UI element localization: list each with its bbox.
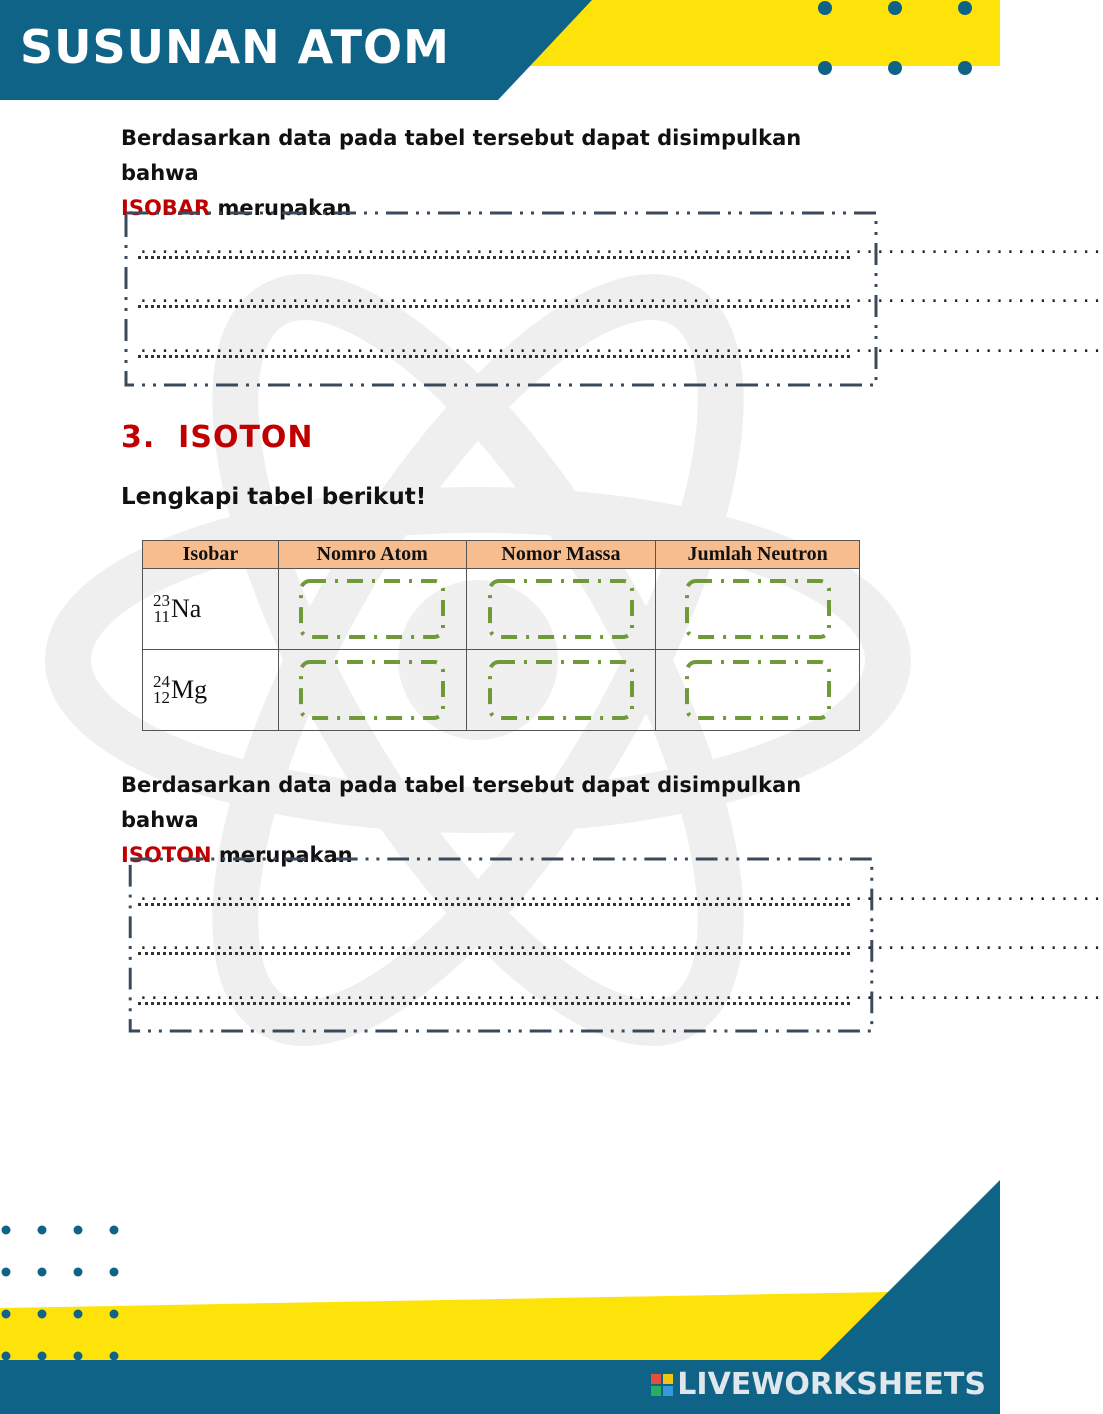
section-title: ISOTON (178, 420, 314, 455)
atomic-number-input[interactable] (309, 591, 439, 629)
isoton-answer-line[interactable]: ......................................................................................... (138, 884, 850, 910)
neutron-count-input-box[interactable] (685, 579, 831, 639)
isoton-answer-line[interactable]: ......................................................................................... (138, 983, 850, 1009)
isobar-answer-line[interactable]: ......................................................................................... (138, 336, 850, 362)
answer-cell (466, 569, 656, 650)
neutron-count-input[interactable] (695, 591, 825, 629)
mass-number-input-box[interactable] (488, 660, 634, 720)
mass-number-input-box[interactable] (488, 579, 634, 639)
table-header-row (143, 541, 860, 569)
element-symbol: Mg (171, 675, 208, 704)
atomic-number: 11 (153, 607, 170, 626)
liveworksheets-watermark (651, 1367, 986, 1402)
mass-number-input[interactable] (498, 591, 628, 629)
isoton-conclusion-prefix: Berdasarkan data pada tabel tersebut dapat disimpulkan bahwa (121, 773, 802, 832)
mass-number: 23 (153, 591, 170, 610)
answer-cell (656, 650, 860, 731)
answer-cell (278, 569, 466, 650)
element-symbol: Na (171, 594, 202, 623)
liveworksheets-logo-icon (651, 1374, 673, 1396)
element-cell (143, 650, 279, 731)
isoton-keyword: ISOTON (121, 843, 212, 867)
header-cell-atomic-number: Nomro Atom (278, 541, 466, 569)
atomic-number-input-box[interactable] (299, 660, 445, 720)
mass-number-input[interactable] (498, 672, 628, 710)
isobar-answer-line[interactable]: ......................................................................................... (138, 286, 850, 312)
table-row (143, 650, 860, 731)
atomic-number: 12 (153, 688, 170, 707)
isoton-table (142, 540, 860, 731)
isoton-answer-line[interactable]: ......................................................................................... (138, 933, 850, 959)
header-cell-neutron-count: Jumlah Neutron (656, 541, 860, 569)
atomic-number-input[interactable] (309, 672, 439, 710)
instruction-text: Lengkapi tabel berikut! (121, 484, 427, 510)
isobar-conclusion-prefix: Berdasarkan data pada tabel tersebut dapat disimpulkan bahwa (121, 126, 802, 185)
mass-number: 24 (153, 672, 170, 691)
header-cell-isobar: Isobar (143, 541, 279, 569)
brand-text: LIVEWORKSHEETS (677, 1367, 986, 1402)
neutron-count-input-box[interactable] (685, 660, 831, 720)
page-title: SUSUNAN ATOM (20, 20, 450, 74)
isobar-conclusion-suffix: merupakan (217, 196, 352, 220)
answer-cell (278, 650, 466, 731)
section-number: 3. (121, 420, 156, 455)
neutron-count-input[interactable] (695, 672, 825, 710)
header-cell-mass-number: Nomor Massa (466, 541, 656, 569)
isobar-answer-line[interactable]: ......................................................................................... (138, 237, 850, 263)
nuclide-magnesium (153, 674, 207, 706)
element-cell (143, 569, 279, 650)
isoton-conclusion-suffix: merupakan (218, 843, 353, 867)
answer-cell (656, 569, 860, 650)
isobar-keyword: ISOBAR (121, 196, 211, 220)
atomic-number-input-box[interactable] (299, 579, 445, 639)
nuclide-sodium (153, 593, 201, 625)
answer-cell (466, 650, 656, 731)
section-heading (121, 420, 314, 455)
table-row (143, 569, 860, 650)
